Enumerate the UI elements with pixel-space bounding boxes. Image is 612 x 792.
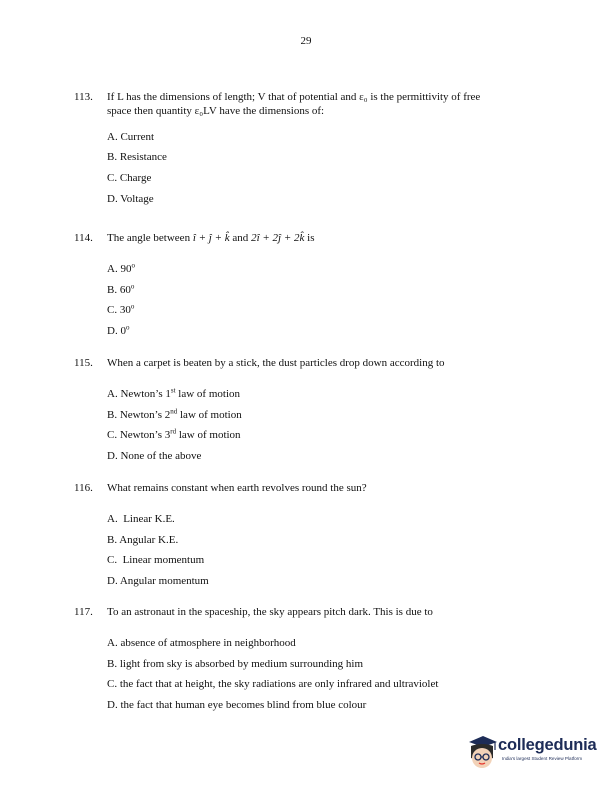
mascot-icon [465, 732, 499, 776]
logo-wordmark: collegedunia [498, 736, 597, 754]
option-b: B. light from sky is absorbed by medium surrounding him [107, 657, 364, 670]
logo-tagline: India's largest Student Review Platform [502, 756, 583, 761]
question-text: If L has the dimensions of length; V that of potential and ε₀ is the permittivity of free space then quantity ε₀LV have the dimensions of: [107, 91, 481, 117]
question-117 [74, 606, 544, 716]
option-c: C. Linear momentum [107, 554, 205, 567]
options-list [107, 127, 544, 210]
question-number: 113. [74, 91, 93, 103]
option-a: A. Newton’s 1st law of motion [107, 386, 240, 400]
options-list [107, 509, 544, 592]
option-b: B. 60$^o$ [107, 281, 135, 296]
vector-a: î + ĵ + k̂ [192, 232, 230, 244]
option-a: A. Linear K.E. [107, 512, 175, 525]
question-text: When a carpet is beaten by a stick, the dust particles drop down according to [107, 357, 445, 369]
option-a: A. 90$^o$ [107, 261, 135, 275]
question-number: 115. [74, 357, 93, 369]
question-text: The angle between î + ĵ + k̂ and 2î + 2ĵ + 2k̂ is [107, 232, 315, 244]
option-a: A. absence of atmosphere in neighborhood [107, 636, 296, 649]
option-b: B. Resistance [107, 151, 167, 164]
option-c: C. Charge [107, 172, 152, 185]
question-113 [74, 91, 544, 210]
option-c: C. the fact that at height, the sky radiations are only infrared and ultraviolet [107, 678, 439, 691]
question-number: 117. [74, 606, 93, 618]
option-d: D. Voltage [107, 192, 154, 205]
option-d: D. Angular momentum [107, 575, 209, 588]
options-list [107, 259, 544, 342]
question-116 [74, 482, 544, 592]
option-b: B. Angular K.E. [107, 533, 179, 546]
options-list [107, 633, 544, 716]
option-b: B. Newton’s 2nd law of motion [107, 406, 242, 421]
option-d: D. the fact that human eye becomes blind from blue colour [107, 699, 367, 712]
option-d: D. 0$^o$ [107, 323, 130, 338]
option-c: C. 30$^o$ [107, 302, 135, 317]
option-c: C. Newton’s 3rd law of motion [107, 427, 241, 442]
question-text: What remains constant when earth revolves round the sun? [107, 482, 367, 494]
question-number: 116. [74, 482, 93, 494]
question-text: To an astronaut in the spaceship, the sky appears pitch dark. This is due to [107, 606, 433, 618]
options-list [107, 384, 544, 467]
question-114 [74, 232, 544, 342]
page-number: 29 [300, 35, 312, 47]
collegedunia-logo[interactable] [465, 732, 605, 776]
question-number: 114. [74, 232, 93, 244]
option-a: A. Current [107, 130, 155, 143]
vector-b: 2î + 2ĵ + 2k̂ [251, 232, 305, 244]
question-115 [74, 357, 544, 467]
option-d: D. None of the above [107, 450, 202, 463]
